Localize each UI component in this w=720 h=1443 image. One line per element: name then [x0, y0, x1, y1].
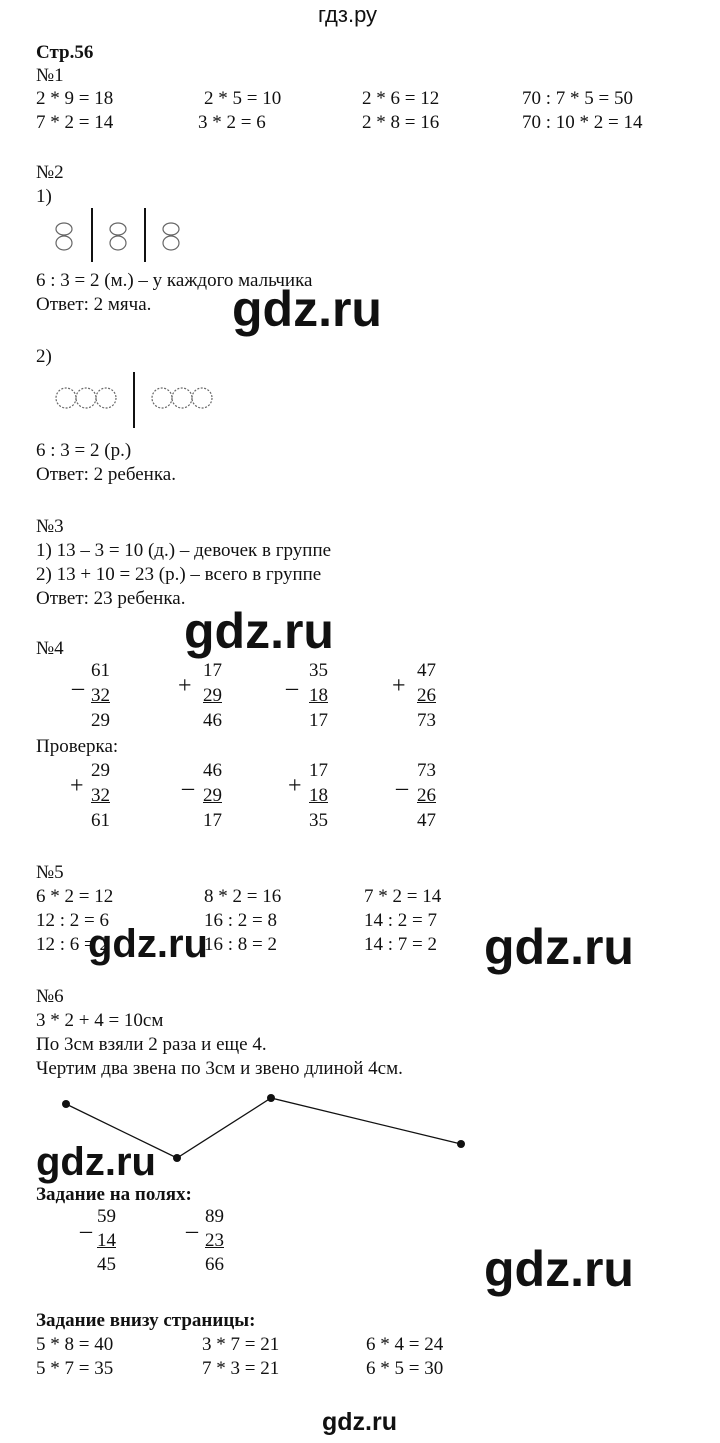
watermark-5: gdz.ru — [36, 1140, 156, 1184]
broken-line-point-3 — [267, 1094, 275, 1102]
margin-c1-sign: – — [80, 1218, 92, 1244]
task6-label: №6 — [36, 986, 64, 1007]
child-1 — [56, 388, 76, 408]
task6-line2: По 3см взяли 2 раза и еще 4. — [36, 1034, 267, 1055]
task1-r1-c4: 70 : 7 * 5 = 50 — [522, 88, 633, 109]
margin-c1-b: 14 — [97, 1230, 116, 1251]
margin-task-title: Задание на полях: — [36, 1184, 192, 1205]
task1-r1-c1: 2 * 9 = 18 — [36, 88, 114, 109]
ball-1-bottom — [56, 236, 72, 250]
task4-c2-a: 17 — [203, 660, 222, 681]
bottom-r2-c2: 7 * 3 = 21 — [202, 1358, 280, 1379]
task5-r2-c3: 14 : 2 = 7 — [364, 910, 437, 931]
broken-line-point-4 — [457, 1140, 465, 1148]
task4-c2-b: 29 — [203, 685, 222, 706]
bottom-r1-c1: 5 * 8 = 40 — [36, 1334, 114, 1355]
page-title: Стр.56 — [36, 42, 94, 63]
task4-check-c3-b: 18 — [309, 785, 328, 806]
broken-line-point-2 — [173, 1154, 181, 1162]
margin-c2-r: 66 — [205, 1254, 224, 1275]
watermark-6: gdz.ru — [484, 1241, 634, 1297]
task4-c3-a: 35 — [309, 660, 328, 681]
task1-r1-c3: 2 * 6 = 12 — [362, 88, 440, 109]
task2-part2-answer: Ответ: 2 ребенка. — [36, 464, 176, 485]
ball-2-top — [110, 223, 126, 235]
task5-r2-c1: 12 : 2 = 6 — [36, 910, 109, 931]
watermark-7: gdz.ru — [322, 1408, 397, 1436]
ball-3-bottom — [163, 236, 179, 250]
margin-c2-sign: – — [186, 1218, 198, 1244]
bottom-r2-c1: 5 * 7 = 35 — [36, 1358, 114, 1379]
task4-check-c2-r: 17 — [203, 810, 222, 831]
task4-c3-r: 17 — [309, 710, 328, 731]
task1-r1-c2: 2 * 5 = 10 — [204, 88, 282, 109]
child-2 — [76, 388, 96, 408]
task1-r2-c3: 2 * 8 = 16 — [362, 112, 440, 133]
task4-check-c2-sign: – — [182, 775, 194, 801]
balls-drawing — [56, 223, 179, 250]
ball-1-top — [56, 223, 72, 235]
task4-check-c1-b: 32 — [91, 785, 110, 806]
task5-r3-c2: 16 : 8 = 2 — [204, 934, 277, 955]
task4-check-c1-sign: + — [70, 773, 84, 799]
task4-check-c2-a: 46 — [203, 760, 222, 781]
bottom-r2-c3: 6 * 5 = 30 — [366, 1358, 444, 1379]
task2-part2-label: 2) — [36, 346, 52, 367]
task4-check-c4-sign: – — [396, 775, 408, 801]
task5-r1-c2: 8 * 2 = 16 — [204, 886, 282, 907]
bottom-r1-c2: 3 * 7 = 21 — [202, 1334, 280, 1355]
ball-2-bottom — [110, 236, 126, 250]
task4-c4-b: 26 — [417, 685, 436, 706]
child-6 — [192, 388, 212, 408]
task4-check-c4-a: 73 — [417, 760, 436, 781]
bottom-r1-c3: 6 * 4 = 24 — [366, 1334, 444, 1355]
task4-c2-r: 46 — [203, 710, 222, 731]
margin-c1-r: 45 — [97, 1254, 116, 1275]
child-4 — [152, 388, 172, 408]
task4-check-c1-a: 29 — [91, 760, 110, 781]
task4-c4-sign: + — [392, 673, 406, 699]
task5-r1-c1: 6 * 2 = 12 — [36, 886, 114, 907]
task4-c1-a: 61 — [91, 660, 110, 681]
task5-r3-c3: 14 : 7 = 2 — [364, 934, 437, 955]
task1-r2-c2: 3 * 2 = 6 — [198, 112, 266, 133]
task4-check-c4-r: 47 — [417, 810, 436, 831]
task3-label: №3 — [36, 516, 64, 537]
child-5 — [172, 388, 192, 408]
task4-c1-sign: – — [72, 675, 84, 701]
task4-check-c4-b: 26 — [417, 785, 436, 806]
task4-c4-a: 47 — [417, 660, 436, 681]
task4-check-c3-sign: + — [288, 773, 302, 799]
task1-label: №1 — [36, 65, 64, 86]
task5-r2-c2: 16 : 2 = 8 — [204, 910, 277, 931]
child-3 — [96, 388, 116, 408]
task4-c1-r: 29 — [91, 710, 110, 731]
task2-part1-label: 1) — [36, 186, 52, 207]
task2-label: №2 — [36, 162, 64, 183]
task4-check-c3-r: 35 — [309, 810, 328, 831]
task4-check-label: Проверка: — [36, 736, 119, 757]
task4-check-c2-b: 29 — [203, 785, 222, 806]
watermark-2: gdz.ru — [184, 603, 334, 659]
watermark-3: gdz.ru — [88, 922, 208, 966]
bottom-task-title: Задание внизу страницы: — [36, 1310, 256, 1331]
task4-c3-b: 18 — [309, 685, 328, 706]
task4-c1-b: 32 — [91, 685, 110, 706]
task5-label: №5 — [36, 862, 64, 883]
task4-check-c3-a: 17 — [309, 760, 328, 781]
task4-label: №4 — [36, 638, 64, 659]
margin-c2-b: 23 — [205, 1230, 224, 1251]
task5-r3-c1: 12 : 6 = 2 — [36, 934, 109, 955]
task2-part1-solution: 6 : 3 = 2 (м.) – у каждого мальчика — [36, 270, 313, 291]
task4-c2-sign: + — [178, 673, 192, 699]
broken-line-point-1 — [62, 1100, 70, 1108]
task2-part2-solution: 6 : 3 = 2 (р.) — [36, 440, 132, 461]
task5-r1-c3: 7 * 2 = 14 — [364, 886, 442, 907]
task3-line2: 2) 13 + 10 = 23 (р.) – всего в группе — [36, 564, 322, 585]
watermark-4: gdz.ru — [484, 919, 634, 975]
task1-r2-c4: 70 : 10 * 2 = 14 — [522, 112, 643, 133]
task6-line1: 3 * 2 + 4 = 10см — [36, 1010, 164, 1031]
task1-r2-c1: 7 * 2 = 14 — [36, 112, 114, 133]
ball-3-top — [163, 223, 179, 235]
task4-c4-r: 73 — [417, 710, 436, 731]
task4-check-c1-r: 61 — [91, 810, 110, 831]
task6-line3: Чертим два звена по 3см и звено длиной 4см. — [36, 1058, 403, 1079]
site-header: гдз.ру — [318, 2, 378, 27]
task2-part1-answer: Ответ: 2 мяча. — [36, 294, 152, 315]
task4-c3-sign: – — [286, 675, 298, 701]
margin-c2-a: 89 — [205, 1206, 224, 1227]
margin-c1-a: 59 — [97, 1206, 116, 1227]
watermark-1: gdz.ru — [232, 281, 382, 337]
task3-line1: 1) 13 – 3 = 10 (д.) – девочек в группе — [36, 540, 332, 561]
task3-answer: Ответ: 23 ребенка. — [36, 588, 186, 609]
